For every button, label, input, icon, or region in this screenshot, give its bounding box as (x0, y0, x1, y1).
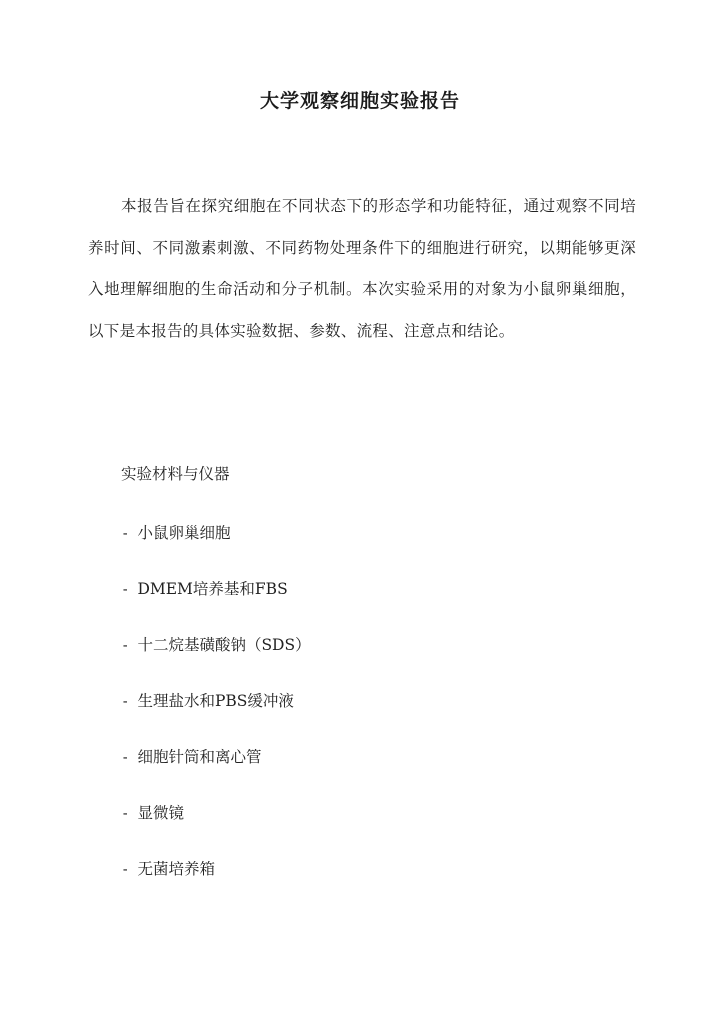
list-item (121, 518, 311, 574)
list-item (121, 574, 311, 630)
list-item-text: 生理盐水和PBS缓冲液 (137, 692, 294, 710)
list-item (121, 686, 311, 742)
bullet-dash: - (121, 638, 130, 654)
materials-list (121, 518, 311, 910)
bullet-dash: - (121, 750, 130, 766)
list-item-text: 十二烷基磺酸钠（SDS） (137, 636, 311, 654)
bullet-dash: - (121, 526, 130, 542)
list-item (121, 854, 311, 910)
list-item-text: 细胞针筒和离心管 (137, 748, 262, 766)
materials-heading: 实验材料与仪器 (121, 465, 230, 483)
bullet-dash: - (121, 806, 130, 822)
list-item-text: 显微镜 (137, 804, 184, 822)
bullet-dash: - (121, 694, 130, 710)
list-item (121, 630, 311, 686)
bullet-dash: - (121, 862, 130, 878)
list-item (121, 798, 311, 854)
document-title: 大学观察细胞实验报告 (259, 90, 460, 112)
intro-paragraph: 本报告旨在探究细胞在不同状态下的形态学和功能特征，通过观察不同培养时间、不同激素刺激、不同药物处理条件下的细胞进行研究，以期能够更深入地理解细胞的生命活动和分子机制。本次实验采用的对象为小鼠卵巢细胞，以下是本报告的具体实验数据、参数、流程、注意点和结论。 (88, 197, 636, 340)
list-item-text: 无菌培养箱 (137, 860, 215, 878)
list-item (121, 742, 311, 798)
bullet-dash: - (121, 582, 130, 598)
list-item-text: 小鼠卵巢细胞 (137, 524, 231, 542)
list-item-text: DMEM培养基和FBS (137, 580, 288, 598)
